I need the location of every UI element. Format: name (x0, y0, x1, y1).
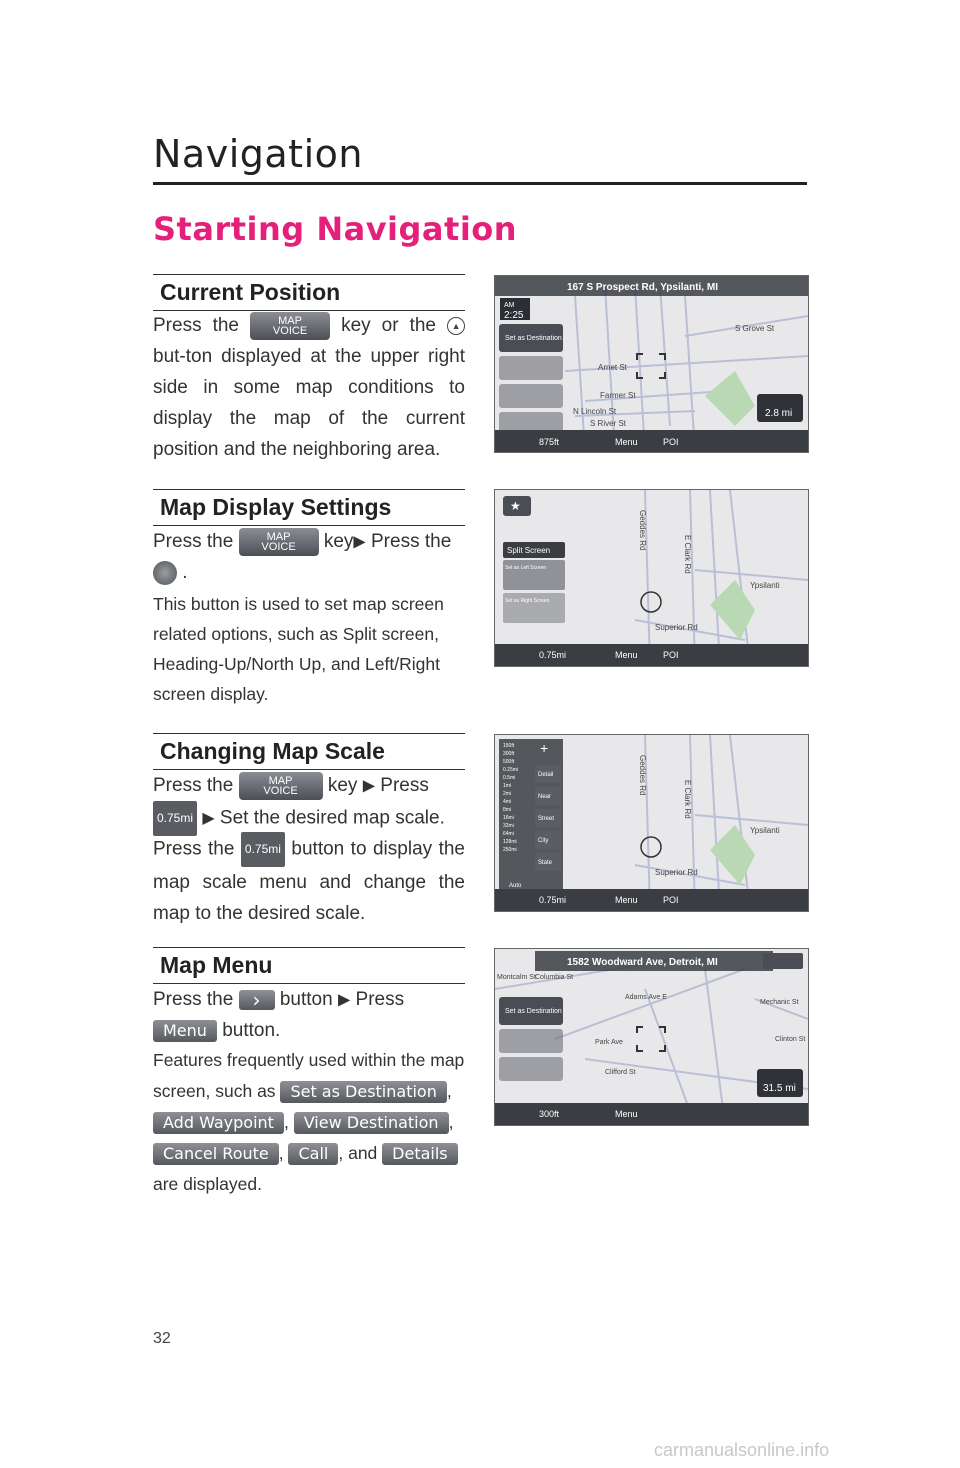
chevron-right-icon: › (239, 990, 275, 1010)
voice-key-line2: VOICE (261, 540, 296, 553)
md-text-3: Press the (371, 531, 452, 552)
svg-text:300ft: 300ft (503, 751, 515, 757)
s1-street-3: N Lincoln St (573, 407, 617, 416)
mm-text-6: are displayed. (153, 1174, 262, 1194)
arrow-right-icon: ▶ (353, 533, 366, 551)
map-settings-button-icon (153, 561, 177, 585)
s3-btn-city: City (538, 838, 549, 844)
map-display-body: This button is used to set map screen related options, such as Split screen, Heading-Up/North Up, and Left/Right screen display. (153, 594, 444, 704)
s2-street-4: Ypsilanti (750, 581, 780, 590)
mm-text-5: Features frequently used within the map screen, such as (153, 1050, 465, 1101)
s4-menu: Menu (615, 1109, 638, 1119)
s3-menu: Menu (615, 895, 638, 905)
md-text-1: Press the (153, 531, 234, 552)
s2-street-1: Geddes Rd (638, 510, 647, 551)
svg-text:1mi: 1mi (503, 783, 512, 789)
map-display-heading (153, 489, 465, 526)
arrow-right-icon: ▶ (362, 777, 375, 795)
md-text-2: key (323, 531, 354, 552)
mm-text-3: Press (355, 989, 405, 1010)
s1-poi: POI (663, 437, 679, 447)
s2-left: Set as Left Screen (505, 565, 547, 571)
comma: , (278, 1143, 284, 1163)
map-display-heading-text: Map Display Settings (160, 494, 392, 520)
screenshot-map-display-settings (494, 489, 809, 667)
s3-scale: 0.75mi (539, 895, 567, 905)
map-display-text (153, 526, 465, 588)
cp-text-1: Press the (153, 315, 240, 336)
chapter-title: Navigation (153, 132, 363, 176)
cs-text-2: key (327, 775, 358, 796)
s2-menu: Menu (615, 650, 638, 660)
map-key-line1: MAP (266, 530, 291, 543)
s4-street-3: Adams Ave E (625, 994, 667, 1001)
s1-am: AM (504, 302, 515, 309)
svg-text:4mi: 4mi (503, 799, 512, 805)
s1-distance: 2.8 mi (765, 408, 793, 419)
map-menu-text (153, 984, 465, 1046)
cs-text-5: Press the (153, 838, 235, 860)
s4-street-6: Mechanic St (760, 999, 799, 1006)
s1-street-1: Arnet St (598, 363, 627, 372)
svg-text:500ft: 500ft (503, 759, 515, 765)
svg-text:250mi: 250mi (503, 847, 517, 853)
comma: , (283, 1112, 289, 1132)
s4-street-7: Clinton St (775, 1036, 806, 1043)
screenshot-map-scale (494, 734, 809, 912)
svg-text:0.25mi: 0.25mi (503, 767, 519, 773)
map-voice-key (239, 772, 323, 800)
s2-street-3: Superior Rd (655, 623, 698, 632)
map-key-line1: MAP (278, 314, 302, 327)
details-label: Details (382, 1143, 457, 1165)
s3-auto: Auto (509, 883, 522, 889)
cs-text-1: Press the (153, 775, 234, 796)
current-position-heading (153, 274, 465, 311)
current-position-heading-text: Current Position (160, 279, 341, 305)
set-as-destination-label: Set as Destination (280, 1081, 446, 1103)
svg-text:2mi: 2mi (503, 791, 512, 797)
s1-street-4: S River St (590, 419, 627, 428)
watermark: carmanualsonline.info (654, 1440, 830, 1460)
screenshot-current-position (494, 275, 809, 453)
s1-side-btn: Set as Destination (505, 335, 562, 342)
changing-scale-text (153, 770, 465, 836)
changing-scale-heading-text: Changing Map Scale (160, 738, 385, 764)
cp-text-2: key or the (341, 315, 436, 336)
s1-street-5: S Grove St (735, 324, 775, 333)
svg-text:+: + (540, 740, 549, 756)
cancel-route-label: Cancel Route (153, 1143, 279, 1165)
s3-btn-near: Near (538, 794, 552, 800)
md-text-4: . (182, 562, 188, 584)
map-voice-key (239, 528, 319, 556)
s1-address: 167 S Prospect Rd, Ypsilanti, MI (567, 282, 718, 293)
changing-scale-body (153, 832, 465, 929)
map-voice-key (250, 312, 330, 340)
scale-button-icon: 0.75mi (241, 832, 285, 867)
current-position-icon: ▲ (447, 317, 465, 335)
add-waypoint-label: Add Waypoint (153, 1112, 284, 1134)
screenshot-map-menu (494, 948, 809, 1126)
mm-text-1: Press the (153, 989, 234, 1010)
map-menu-body (153, 1045, 465, 1200)
svg-text:0.5mi: 0.5mi (503, 775, 516, 781)
s4-scale: 300ft (539, 1109, 560, 1119)
svg-text:150ft: 150ft (503, 743, 515, 749)
voice-key-line2: VOICE (263, 784, 298, 797)
s3-street-2: E Clark Rd (683, 780, 692, 819)
cs-text-6: button to display the map scale menu and change the map to the desired scale. (153, 838, 466, 924)
page-number: 32 (153, 1330, 171, 1347)
svg-text:128mi: 128mi (503, 839, 517, 845)
comma: , (448, 1112, 454, 1132)
s4-street-4: Park Ave (595, 1039, 623, 1046)
s4-street-1: Montcalm St (497, 974, 536, 981)
arrow-right-icon: ▶ (337, 991, 351, 1009)
s2-right: Set as Right Screen (505, 598, 550, 604)
s3-btn-street: Street (538, 816, 555, 822)
s2-split: Split Screen (507, 546, 551, 555)
s4-street-2: Columbia St (535, 974, 574, 981)
menu-button-label: Menu (153, 1020, 217, 1042)
voice-key-line2: VOICE (272, 324, 308, 337)
svg-text:8mi: 8mi (503, 807, 512, 813)
s3-street-3: Superior Rd (655, 868, 698, 877)
and-text: , and (338, 1143, 378, 1163)
map-menu-heading-text: Map Menu (160, 952, 273, 978)
section-title: Starting Navigation (153, 210, 518, 248)
svg-text:32mi: 32mi (503, 823, 514, 829)
s4-distance: 31.5 mi (763, 1083, 796, 1094)
comma: , (446, 1081, 452, 1101)
current-position-text (153, 310, 465, 465)
s2-street-2: E Clark Rd (683, 535, 692, 574)
mm-text-4: button. (222, 1020, 281, 1042)
call-label: Call (288, 1143, 338, 1165)
mm-text-2: button (279, 989, 333, 1010)
svg-text:★: ★ (510, 499, 521, 513)
s1-scale: 875ft (539, 437, 560, 447)
s4-side-btn: Set as Destination (505, 1008, 562, 1015)
scale-button-icon: 0.75mi (153, 801, 197, 836)
cs-text-3: Press (380, 775, 429, 796)
s2-scale: 0.75mi (539, 650, 567, 660)
map-menu-heading (153, 947, 465, 984)
s3-btn-detail: Detail (538, 772, 554, 778)
s3-street-1: Geddes Rd (638, 755, 647, 796)
changing-scale-heading (153, 733, 465, 770)
s4-street-5: Clifford St (605, 1069, 636, 1076)
s1-menu: Menu (615, 437, 638, 447)
s3-poi: POI (663, 895, 679, 905)
s4-address: 1582 Woodward Ave, Detroit, MI (567, 957, 718, 968)
svg-text:16mi: 16mi (503, 815, 514, 821)
s1-time: 2:25 (504, 310, 524, 321)
view-destination-label: View Destination (294, 1112, 449, 1134)
map-key-line1: MAP (268, 774, 293, 787)
s2-poi: POI (663, 650, 679, 660)
arrow-right-icon: ▶ (202, 810, 215, 828)
s1-street-2: Farmer St (600, 391, 636, 400)
chapter-divider (153, 182, 807, 185)
cp-text-3: but-ton displayed at the upper right side in some map conditions to display the map of the current position and the neighboring area. (153, 346, 465, 460)
s3-street-4: Ypsilanti (750, 826, 780, 835)
cs-text-4: Set the desired map scale. (219, 808, 445, 829)
svg-text:64mi: 64mi (503, 831, 514, 837)
s3-btn-state: State (538, 860, 553, 866)
